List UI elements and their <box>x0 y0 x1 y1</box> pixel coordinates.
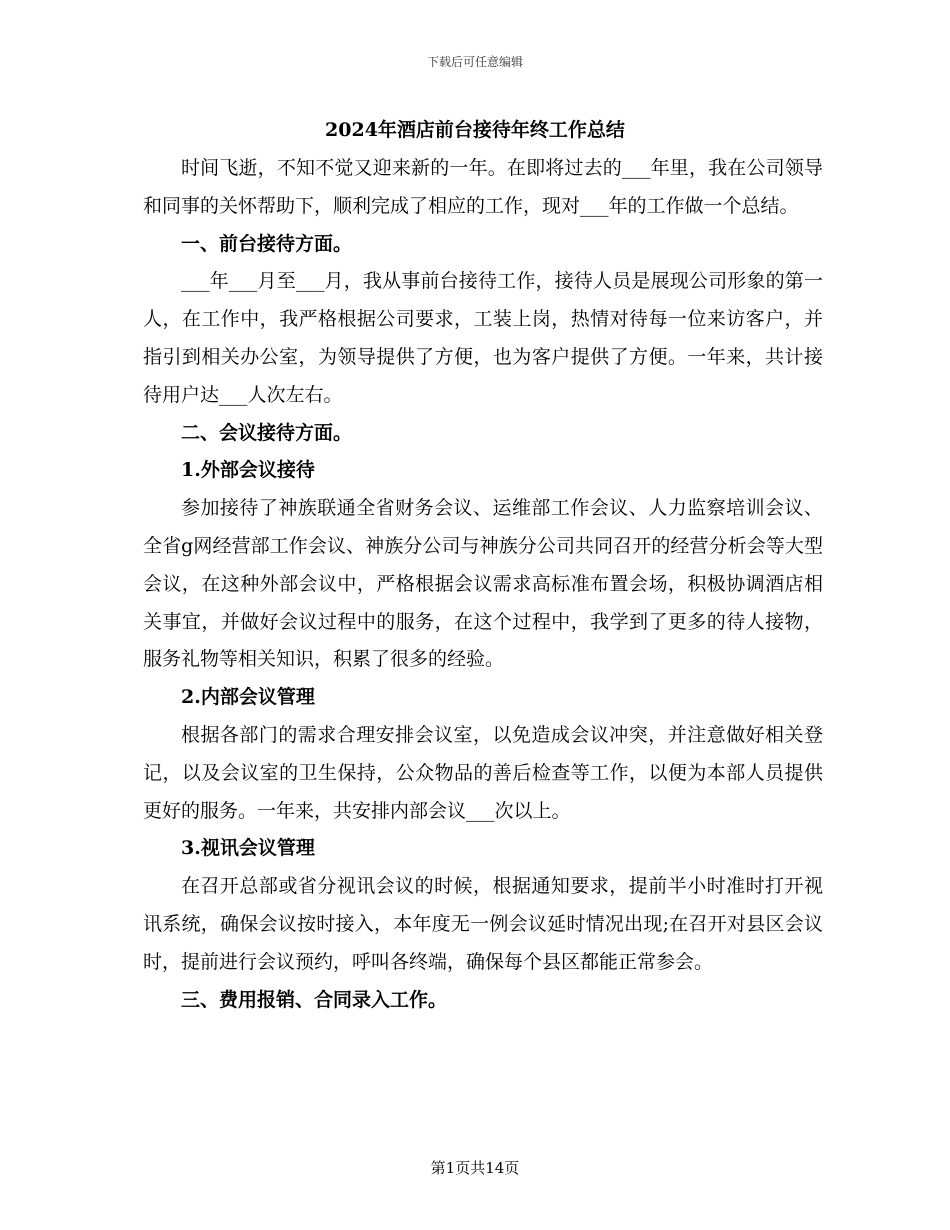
document-body <box>143 150 823 1019</box>
section-heading-meetings: 二、会议接待方面。 <box>181 421 353 444</box>
section-heading-front-desk: 一、前台接待方面。 <box>181 232 353 255</box>
subheading-video-meetings: 3.视讯会议管理 <box>181 837 315 860</box>
paragraph-intro: 时间飞逝，不知不觉又迎来新的一年。在即将过去的___年里，我在公司领导和同事的关怀帮助下，顺利完成了相应的工作，现对___年的工作做一个总结。 <box>143 157 823 217</box>
paragraph-front-desk: ___年___月至___月，我从事前台接待工作，接待人员是展现公司形象的第一人，在工作中，我严格根据公司要求，工装上岗，热情对待每一位来访客户，并指引到相关办公室，为领导提供了方便，也为客户提供了方便。一年来，共计接待用户达___人次左右。 <box>143 270 823 406</box>
document-title: 2024年酒店前台接待年终工作总结 <box>325 119 625 141</box>
subheading-external-meetings: 1.外部会议接待 <box>181 459 315 482</box>
page-footer: 第1页共14页 <box>430 1159 520 1177</box>
paragraph-external-meetings: 参加接待了神族联通全省财务会议、运维部工作会议、人力监察培训会议、全省g网经营部工作会议、神族分公司与神族分公司共同召开的经营分析会等大型会议，在这种外部会议中，严格根据会议需求高标准布置会场，积极协调酒店相关事宜，并做好会议过程中的服务，在这个过程中，我学到了更多的待人接物，服务礼物等相关知识，积累了很多的经验。 <box>143 497 823 671</box>
header-note: 下载后可任意编辑 <box>426 55 523 69</box>
paragraph-internal-meetings: 根据各部门的需求合理安排会议室，以免造成会议冲突，并注意做好相关登记，以及会议室的卫生保持，公众物品的善后检查等工作，以便为本部人员提供更好的服务。一年来，共安排内部会议___次以上。 <box>143 723 823 822</box>
subheading-internal-meetings: 2.内部会议管理 <box>181 686 315 709</box>
paragraph-video-meetings: 在召开总部或省分视讯会议的时候，根据通知要求，提前半小时准时打开视讯系统，确保会议按时接入，本年度无一例会议延时情况出现;在召开对县区会议时，提前进行会议预约，呼叫各终端，确保每个县区都能正常参会。 <box>143 875 823 973</box>
section-heading-expenses: 三、费用报销、合同录入工作。 <box>181 988 448 1011</box>
